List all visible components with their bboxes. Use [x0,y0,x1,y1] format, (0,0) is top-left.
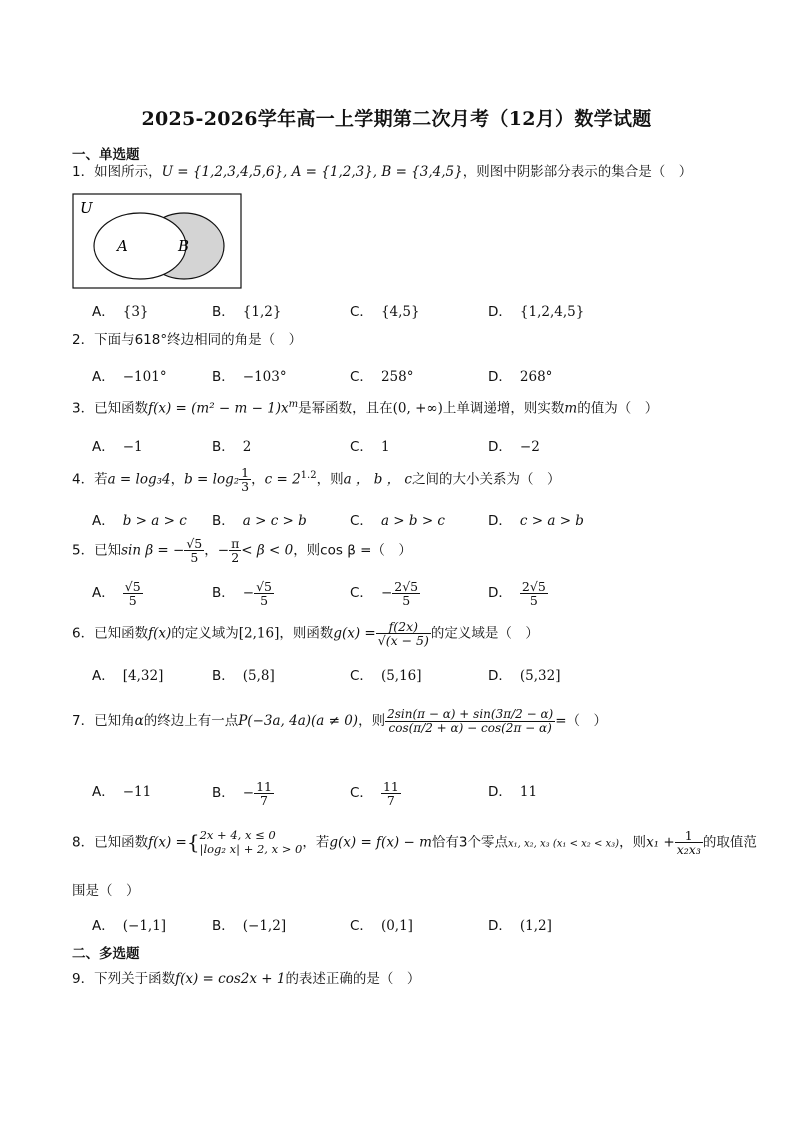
venn-diagram [72,193,243,290]
label-b: B [178,237,190,255]
power-function: f(x) = (m² − m − 1)x [148,400,289,417]
question-number: 8． [72,834,95,851]
set-a-circle [94,213,186,279]
option-a[interactable]: A． {3} [92,304,149,320]
question-7: 7．已知角α的终边上有一点P(−3a, 4a)(a ≠ 0)，则 $\frac{2\sin(\pi - \alpha) + \sin(3\pi/2 - \alpha)}{\cos(\pi/2 + \alpha) - \cos(2\pi - \alpha)}$ =（ ） [72,707,608,735]
options-q7 [92,779,752,809]
option-c[interactable]: C． − $\frac{2√5}{5}$ [350,579,419,609]
question-number: 1． [72,164,95,180]
option-c[interactable]: C． {4,5} [350,304,420,320]
question-8-continued: 围是（ ） [72,883,140,899]
question-4: 4．若a = log₃4，b = log₂ $\frac{1}{3}$ ，$c = 2^{1.2}$，则a ， b ， c之间的大小关系为（ ） [72,465,561,495]
option-d[interactable]: D． 268° [488,369,553,385]
question-number: 7． [72,713,95,730]
option-d[interactable]: D． (5,32] [488,668,561,684]
option-b[interactable]: B． 2 [212,439,252,455]
question-number: 4． [72,471,95,488]
option-c[interactable]: C． $\frac{11}{7}$ [350,779,399,809]
page-title: 2025-2026学年高一上学期第二次月考（12月）数学试题 [141,108,652,130]
option-b[interactable]: B． (−1,2] [212,918,287,934]
label-a: A [117,237,128,255]
options-q8 [92,914,752,938]
trig-denominator: cos(π/2 + α) − cos(2π − α) [388,720,552,735]
option-b[interactable]: B． {1,2} [212,304,282,320]
question-number: 9． [72,971,95,987]
question-9: 9．下列关于函数f(x) = cos2x + 1的表述正确的是（ ） [72,971,421,987]
piecewise-case-1: 2x + 4, x ≤ 0 [199,828,276,842]
options-q3 [92,435,752,459]
option-a[interactable]: A． −1 [92,439,143,455]
question-8: 8．已知函数f(x) ={ 2x + 4, x ≤ 0 |log₂ x| + 2, x > 0 ，若g(x) = f(x) − m恰有3个零点x₁, x₂, x₃ (x₁ < x₂ < x₃)，则x₁ + $\frac{1}{\text{x₂x₃}}$ 的取值范 [72,827,757,857]
option-a[interactable]: A． (−1,1] [92,918,167,934]
option-d[interactable]: D． c > a > b [488,513,584,529]
option-d[interactable]: D． (1,2] [488,918,552,934]
option-c[interactable]: C． 1 [350,439,390,455]
option-d[interactable]: D． 11 [488,784,538,800]
options-q2 [92,365,752,389]
options-q6 [92,664,752,688]
options-q1 [92,300,752,324]
question-3: 3．已知函数$f(x) = (m^2 - m - 1)x^m$是幂函数，且在(0, +∞)上单调递增，则实数m的值为（ ） [72,399,659,417]
option-c[interactable]: C． 258° [350,369,414,385]
question-1: 1．如图所示，U = {1,2,3,4,5,6}, A = {1,2,3}, B = {3,4,5}，则图中阴影部分表示的集合是（ ） [72,164,693,180]
section-multiple-choice: 二、多选题 [72,946,140,962]
option-a[interactable]: A． [4,32] [92,668,164,684]
option-a[interactable]: A． $\frac{√5}{5}$ [92,579,141,609]
piecewise-case-2: |log₂ x| + 2, x > 0 [199,842,303,857]
question-number: 6． [72,625,95,642]
option-d[interactable]: D． {1,2,4,5} [488,304,585,320]
option-b[interactable]: B． a > c > b [212,513,307,529]
option-b[interactable]: B． − $\frac{√5}{5}$ [212,579,272,609]
option-c[interactable]: C． (0,1] [350,918,413,934]
sets-definition: U = {1,2,3,4,5,6}, A = {1,2,3}, B = {3,4,5} [161,164,463,180]
option-a[interactable]: A． −101° [92,369,167,385]
option-d[interactable]: D． $\frac{2√5}{5}$ [488,579,546,609]
option-b[interactable]: B． − $\frac{11}{7}$ [212,779,272,809]
option-c[interactable]: C． a > b > c [350,513,445,529]
question-6: 6．已知函数f(x)的定义域为[2,16]，则函数g(x) = $\frac{f(2x)}{√(x - 5)}$ 的定义域是（ ） [72,619,539,649]
section-single-choice: 一、单选题 [72,147,140,163]
option-b[interactable]: B． −103° [212,369,287,385]
options-q4 [92,509,752,533]
question-5: 5．已知sin β = − $\frac{√5}{5}$ ，− $\frac{\pi}{2}$ < β < 0，则cos β =（ ） [72,536,412,566]
label-u: U [80,199,93,217]
option-d[interactable]: D． −2 [488,439,540,455]
option-a[interactable]: A． b > a > c [92,513,187,529]
question-number: 5． [72,542,95,559]
option-b[interactable]: B． (5,8] [212,668,275,684]
options-q5 [92,579,752,609]
question-2: 2．下面与618°终边相同的角是（ ） [72,332,303,348]
trig-numerator: 2sin(π − α) + sin(3π/2 − α) [387,707,554,721]
option-a[interactable]: A． −11 [92,784,152,800]
question-number: 3． [72,400,95,417]
question-number: 2． [72,332,95,348]
option-c[interactable]: C． (5,16] [350,668,422,684]
